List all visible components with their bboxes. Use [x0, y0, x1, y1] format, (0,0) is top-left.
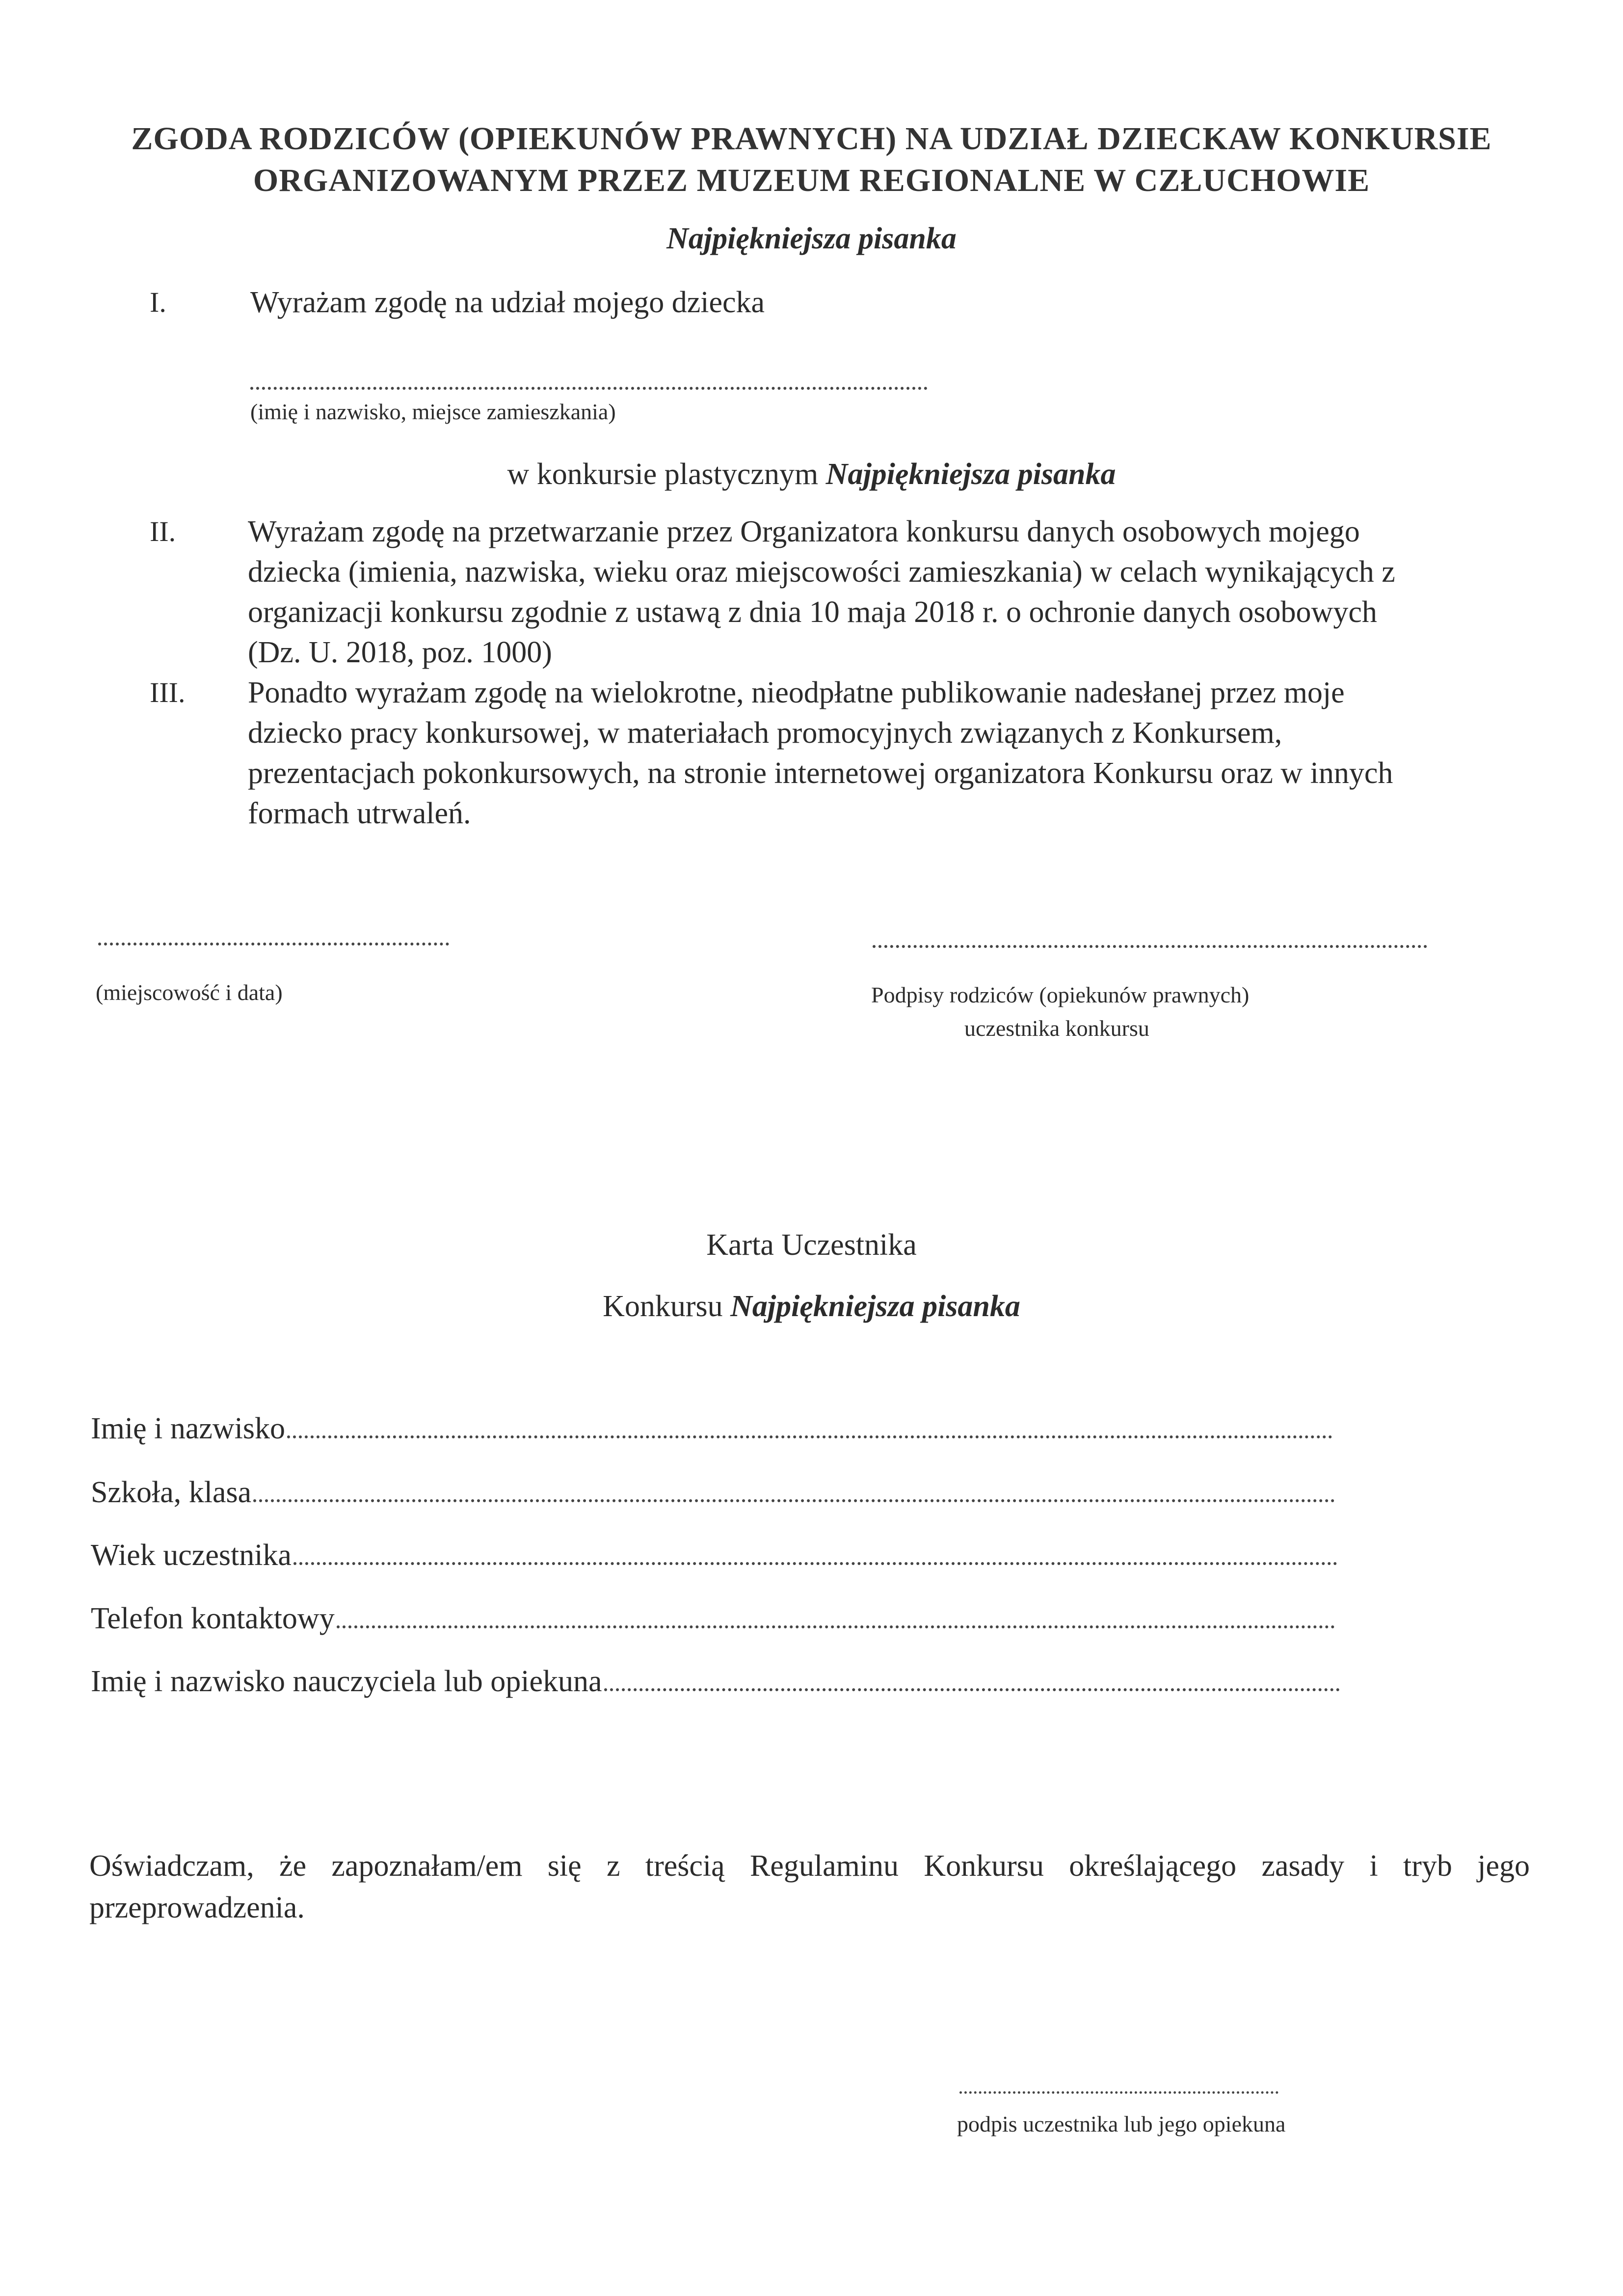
section2-line: organizacji konkursu zgodnie z ustawą z dnia 10 maja 2018 r. o ochronie danych osobowych [248, 595, 1377, 629]
parents-signature-caption-line2: uczestnika konkursu [964, 1016, 1149, 1041]
field-contact-phone[interactable] [91, 1601, 1335, 1636]
fill-line[interactable] [337, 1625, 1335, 1628]
field-label: Telefon kontaktowy [91, 1602, 335, 1635]
section1-numeral: I. [150, 286, 166, 318]
section1-contest-line [0, 454, 1623, 494]
field-label: Szkoła, klasa [91, 1476, 252, 1509]
section3-text [248, 673, 1393, 834]
section1-text: Wyrażam zgodę na udział mojego dziecka [250, 286, 765, 319]
field-school-class[interactable] [91, 1475, 1335, 1510]
section3-line: dziecko pracy konkursowej, w materiałach promocyjnych związanych z Konkursem, [248, 716, 1282, 750]
section3-numeral: III. [150, 676, 186, 708]
section2-numeral: II. [150, 515, 176, 547]
child-name-address-caption: (imię i nazwisko, miejsce zamieszkania) [250, 399, 616, 424]
fill-line[interactable] [604, 1688, 1340, 1691]
place-date-caption: (miejscowość i data) [96, 980, 283, 1005]
participant-card-subtitle [0, 1286, 1623, 1326]
section3-line: formach utrwaleń. [248, 797, 471, 830]
place-date-field[interactable] [98, 943, 449, 945]
subtitle-contest-name: Najpiękniejsza pisanka [730, 1290, 1020, 1323]
document-title-line2: ORGANIZOWANYM PRZEZ MUZEUM REGIONALNE W CZŁUCHOWIE [253, 162, 1370, 198]
child-name-address-field[interactable] [250, 387, 928, 390]
declaration-line1: Oświadczam, że zapoznałam/em się z treścią Regulaminu Konkursu określającego zasady i tryb jego [89, 1849, 1530, 1883]
field-label: Imię i nazwisko nauczyciela lub opiekuna [91, 1665, 602, 1698]
participant-signature-caption: podpis uczestnika lub jego opiekuna [957, 2111, 1286, 2136]
fill-line[interactable] [293, 1562, 1337, 1565]
section2-text [248, 512, 1395, 673]
contest-prefix: w konkursie plastycznym [507, 458, 826, 491]
fill-line[interactable] [287, 1435, 1332, 1438]
field-teacher-guardian-name[interactable] [91, 1664, 1340, 1699]
section3-line: prezentacjach pokonkursowych, na stronie internetowej organizatora Konkursu oraz w innych [248, 756, 1393, 790]
declaration-line2: przeprowadzenia. [89, 1891, 305, 1924]
parents-signature-caption-line1: Podpisy rodziców (opiekunów prawnych) [871, 982, 1250, 1007]
parents-signature-field[interactable] [873, 945, 1427, 948]
participant-card-title: Karta Uczestnika [706, 1228, 917, 1262]
document-title-line1: ZGODA RODZICÓW (OPIEKUNÓW PRAWNYCH) NA UDZIAŁ DZIECKAW KONKURSIE [131, 121, 1492, 157]
fill-line[interactable] [253, 1499, 1335, 1502]
field-label: Imię i nazwisko [91, 1412, 286, 1445]
section3-line: Ponadto wyrażam zgodę na wielokrotne, nieodpłatne publikowanie nadesłanej przez moje [248, 676, 1345, 709]
section2-line: Wyrażam zgodę na przetwarzanie przez Organizatora konkursu danych osobowych mojego [248, 515, 1360, 548]
contest-name-inline: Najpiękniejsza pisanka [825, 458, 1116, 491]
field-participant-age[interactable] [91, 1538, 1337, 1573]
field-participant-name[interactable] [91, 1411, 1332, 1446]
subtitle-prefix: Konkursu [603, 1290, 731, 1323]
section2-line: (Dz. U. 2018, poz. 1000) [248, 636, 552, 669]
contest-name-heading: Najpiękniejsza pisanka [666, 222, 957, 255]
field-label: Wiek uczestnika [91, 1539, 292, 1572]
section2-line: dziecka (imienia, nazwiska, wieku oraz miejscowości zamieszkania) w celach wynikających z [248, 555, 1395, 589]
participant-signature-field[interactable] [959, 2091, 1278, 2094]
